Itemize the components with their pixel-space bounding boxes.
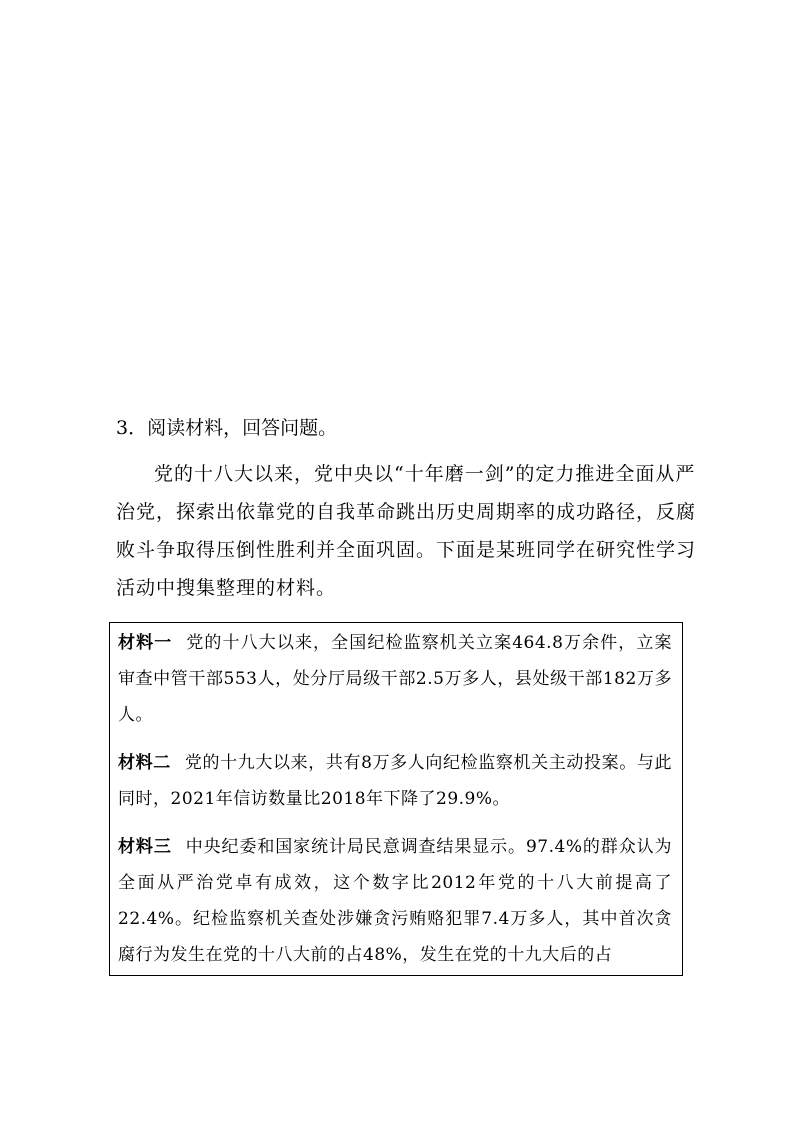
materials-box	[109, 622, 683, 976]
question-intro	[116, 455, 696, 607]
material-2	[118, 745, 672, 817]
question-title: 3．阅读材料，回答问题。	[116, 417, 338, 439]
material-2-label: 材料二	[118, 753, 171, 773]
material-3-text: 中央纪委和国家统计局民意调查结果显示。97.4%的群众认为全面从严治党卓有成效，这个数字比2012年党的十八大前提高了22.4%。纪检监察机关查处涉嫌贪污贿赂犯罪7.4万多人，其中首次贪腐行为发生在党的十八大前的占48%，发生在党的十九大后的占	[118, 837, 673, 965]
material-3	[118, 829, 672, 973]
material-1-label: 材料一	[118, 633, 173, 653]
material-1-text: 党的十八大以来，全国纪检监察机关立案464.8万余件，立案审查中管干部553人，处分厅局级干部2.5万多人，县处级干部182万多人。	[118, 633, 673, 725]
material-2-text: 党的十九大以来，共有8万多人向纪检监察机关主动投案。与此同时，2021年信访数量比2018年下降了29.9%。	[118, 753, 672, 809]
material-3-label: 材料三	[118, 837, 172, 857]
material-1	[118, 625, 672, 733]
intro-paragraph: 党的十八大以来，党中央以“十年磨一剑”的定力推进全面从严治党，探索出依靠党的自我革命跳出历史周期率的成功路径，反腐败斗争取得压倒性胜利并全面巩固。下面是某班同学在研究性学习活动中搜集整理的材料。	[116, 463, 697, 599]
